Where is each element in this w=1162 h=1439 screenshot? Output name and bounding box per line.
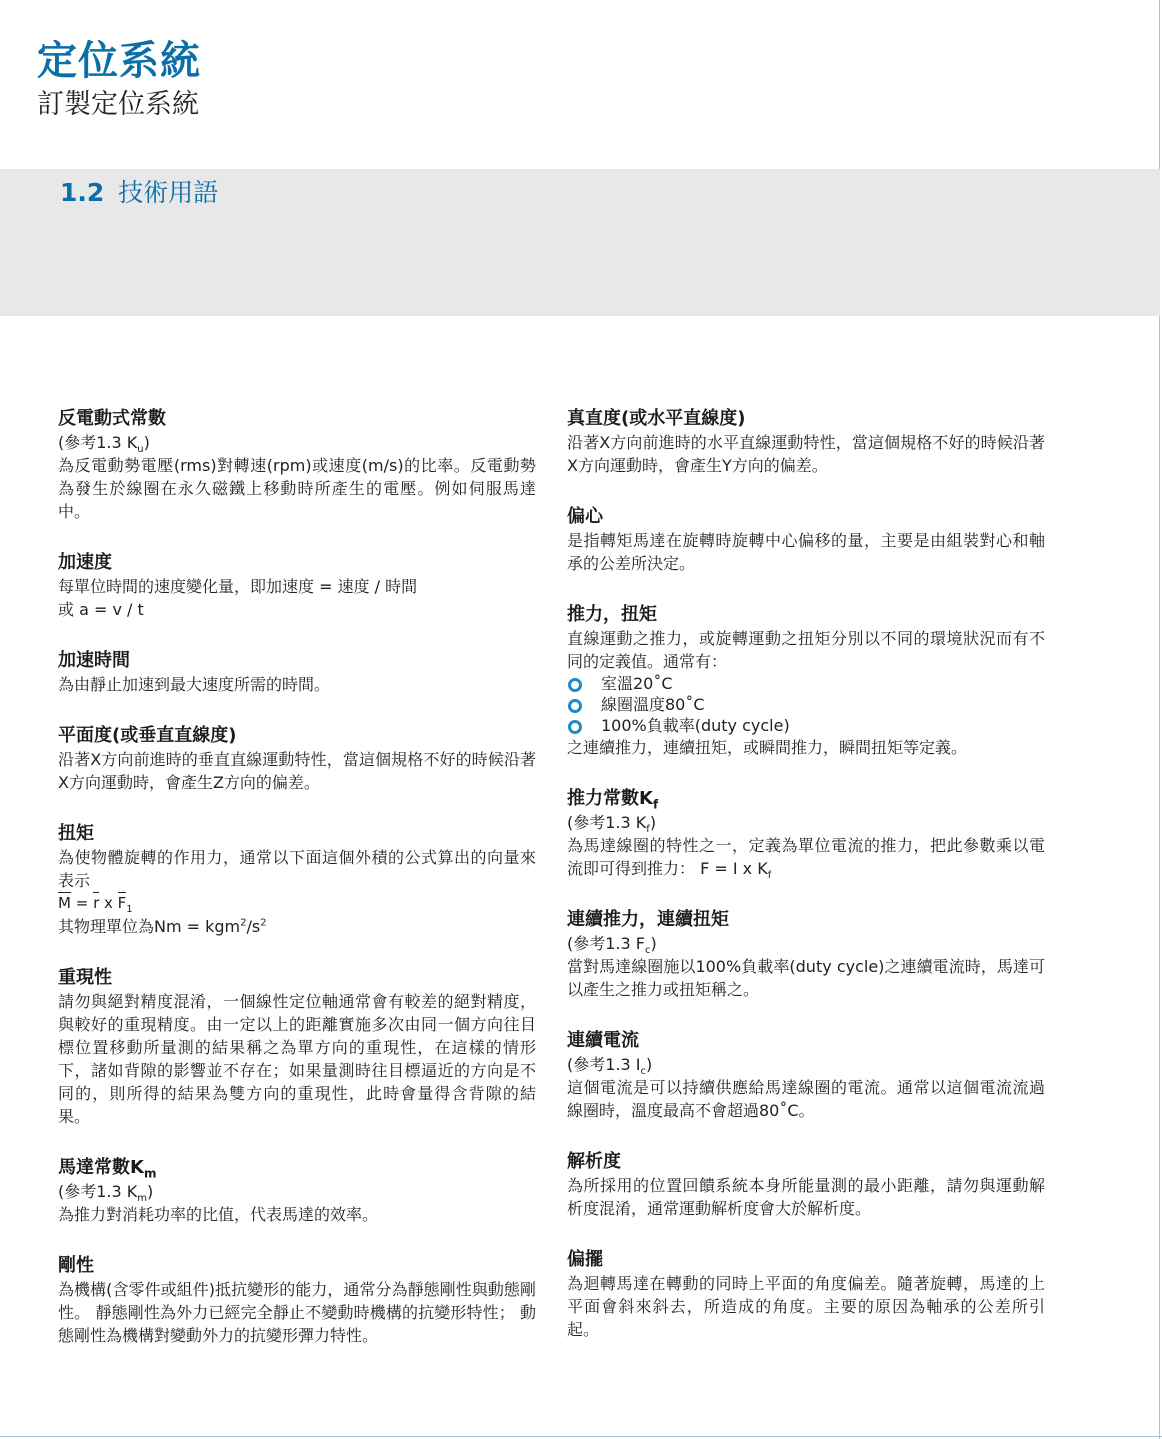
glossary-entry xyxy=(58,723,536,794)
term-description: 是指轉矩馬達在旋轉時旋轉中心偏移的量，主要是由組裝對心和軸承的公差所決定。 xyxy=(567,531,1045,573)
term-title: 解析度 xyxy=(567,1151,621,1172)
glossary-entry xyxy=(58,821,536,938)
term-description: 這個電流是可以持續供應給馬達線圈的電流。通常以這個電流流過線圈時，溫度最高不會超過80˚C。 xyxy=(567,1078,1045,1120)
circle-bullet-icon xyxy=(568,699,582,713)
page-header xyxy=(37,36,201,122)
section-number: 1.2 xyxy=(60,178,105,207)
term-title: 真直度(或水平直線度) xyxy=(567,408,746,429)
term-title: 連續推力，連續扭矩 xyxy=(567,909,729,930)
right-column xyxy=(567,406,1045,1368)
term-reference: (參考1.3 $F_c$) xyxy=(567,934,657,957)
term-title: 推力，扭矩 xyxy=(567,604,657,625)
page-bottom-line xyxy=(0,1436,1162,1437)
term-description: 沿著X方向前進時的水平直線運動特性，當這個規格不好的時候沿著X方向運動時，會產生Y方向的偏差。 xyxy=(567,433,1045,475)
glossary-entry xyxy=(567,786,1045,880)
term-description: 為迴轉馬達在轉動的同時上平面的角度偏差。隨著旋轉，馬達的上平面會斜來斜去，所造成的角度。主要的原因為軸承的公差所引起。 xyxy=(567,1274,1045,1339)
term-title: 偏心 xyxy=(567,506,603,527)
term-description: 為所採用的位置回饋系統本身所能量測的最小距離，請勿與運動解析度混淆，通常運動解析度會大於解析度。 xyxy=(567,1176,1045,1218)
glossary-entry xyxy=(567,1028,1045,1122)
glossary-entry xyxy=(58,1253,536,1347)
term-description: 沿著X方向前進時的垂直直線運動特性，當這個規格不好的時候沿著X方向運動時，會產生Z方向的偏差。 xyxy=(58,750,536,792)
term-title: 馬達常數$K_m$ xyxy=(58,1157,157,1181)
term-description: 請勿與絕對精度混淆，一個線性定位軸通常會有較差的絕對精度，與較好的重現精度。由一定以上的距離實施多次由同一個方向往目標位置移動所量測的結果稱之為單方向的重現性，在這樣的情形下，諸如背隙的影響並不存在；如果量測時往目標逼近的方向是不同的，則所得的結果為雙方向的重現性，此時會量得含背隙的結果。 xyxy=(58,992,536,1126)
page-subtitle: 訂製定位系統 xyxy=(37,89,199,120)
torque-formula: M = r x $F_1$ xyxy=(58,894,133,915)
glossary-entry xyxy=(58,965,536,1128)
term-description: 為機構(含零件或組件)抵抗變形的能力，通常分為靜態剛性與動態剛性。 靜態剛性為外力已經完全靜止不變動時機構的抗變形特性； 動態剛性為機構對變動外力的抗變形彈力特性。 xyxy=(58,1280,536,1345)
bullet-list xyxy=(567,673,1045,736)
glossary-entry xyxy=(567,1149,1045,1220)
term-reference: (參考1.3 $I_c$) xyxy=(567,1055,653,1078)
circle-bullet-icon xyxy=(568,678,582,692)
page-title: 定位系統 xyxy=(37,38,201,84)
term-title: 平面度(或垂直直線度) xyxy=(58,725,237,746)
glossary-entry xyxy=(567,406,1045,477)
term-title: 反電動式常數 xyxy=(58,408,166,429)
term-reference: (參考1.3 $K_m$) xyxy=(58,1182,154,1205)
term-description: 為由靜止加速到最大速度所需的時間。 xyxy=(58,675,331,694)
bullet-item: 100%負載率(duty cycle) xyxy=(567,715,1045,736)
term-description: 為推力對消耗功率的比值，代表馬達的效率。 xyxy=(58,1205,379,1224)
term-description: 為反電動勢電壓(rms)對轉速(rpm)或速度(m/s)的比率。反電動勢為發生於線圈在永久磁鐵上移動時所產生的電壓。例如伺服馬達中。 xyxy=(58,456,536,521)
glossary-entry xyxy=(567,1247,1045,1341)
section-title-text: 技術用語 xyxy=(118,178,219,207)
glossary-entry xyxy=(567,504,1045,575)
term-title: 偏擺 xyxy=(567,1249,603,1270)
glossary-entry xyxy=(58,1155,536,1226)
term-title: 推力常數$K_f$ xyxy=(567,788,659,812)
term-description: 為使物體旋轉的作用力，通常以下面這個外積的公式算出的向量來表示 xyxy=(58,848,536,890)
section-heading xyxy=(60,177,218,209)
term-title: 加速時間 xyxy=(58,650,130,671)
term-title: 扭矩 xyxy=(58,823,94,844)
term-title: 加速度 xyxy=(58,552,112,573)
term-description-after: 之連續推力，連續扭矩，或瞬間推力，瞬間扭矩等定義。 xyxy=(567,738,968,757)
term-reference: (參考1.3 $K_u$) xyxy=(58,433,150,456)
section-band xyxy=(0,169,1160,316)
glossary-entry xyxy=(58,648,536,696)
term-description: 直線運動之推力，或旋轉運動之扭矩分別以不同的環境狀況而有不同的定義值。通常有： xyxy=(567,629,1045,671)
term-reference: (參考1.3 $K_f$) xyxy=(567,813,657,836)
bullet-item: 線圈溫度80˚C xyxy=(567,694,1045,715)
glossary-entry xyxy=(567,907,1045,1001)
term-description: 為馬達線圈的特性之一，定義為單位電流的推力，把此參數乘以電流即可得到推力： F = I x $K_f$ xyxy=(567,836,1045,882)
bullet-item: 室溫20˚C xyxy=(567,673,1045,694)
left-column xyxy=(58,406,536,1374)
glossary-entry xyxy=(58,550,536,621)
glossary-entry xyxy=(567,602,1045,759)
circle-bullet-icon xyxy=(568,720,582,734)
term-title: 連續電流 xyxy=(567,1030,639,1051)
torque-unit: 其物理單位為$Nm = kgm^2/s^2$ xyxy=(58,917,267,936)
glossary-entry xyxy=(58,406,536,523)
term-title: 重現性 xyxy=(58,967,112,988)
term-description-line: 或 a = v / t xyxy=(58,600,144,619)
term-description: 當對馬達線圈施以100%負載率(duty cycle)之連續電流時，馬達可以產生之推力或扭矩稱之。 xyxy=(567,957,1045,999)
term-title: 剛性 xyxy=(58,1255,94,1276)
term-description-line: 每單位時間的速度變化量，即加速度 = 速度 / 時間 xyxy=(58,577,418,596)
